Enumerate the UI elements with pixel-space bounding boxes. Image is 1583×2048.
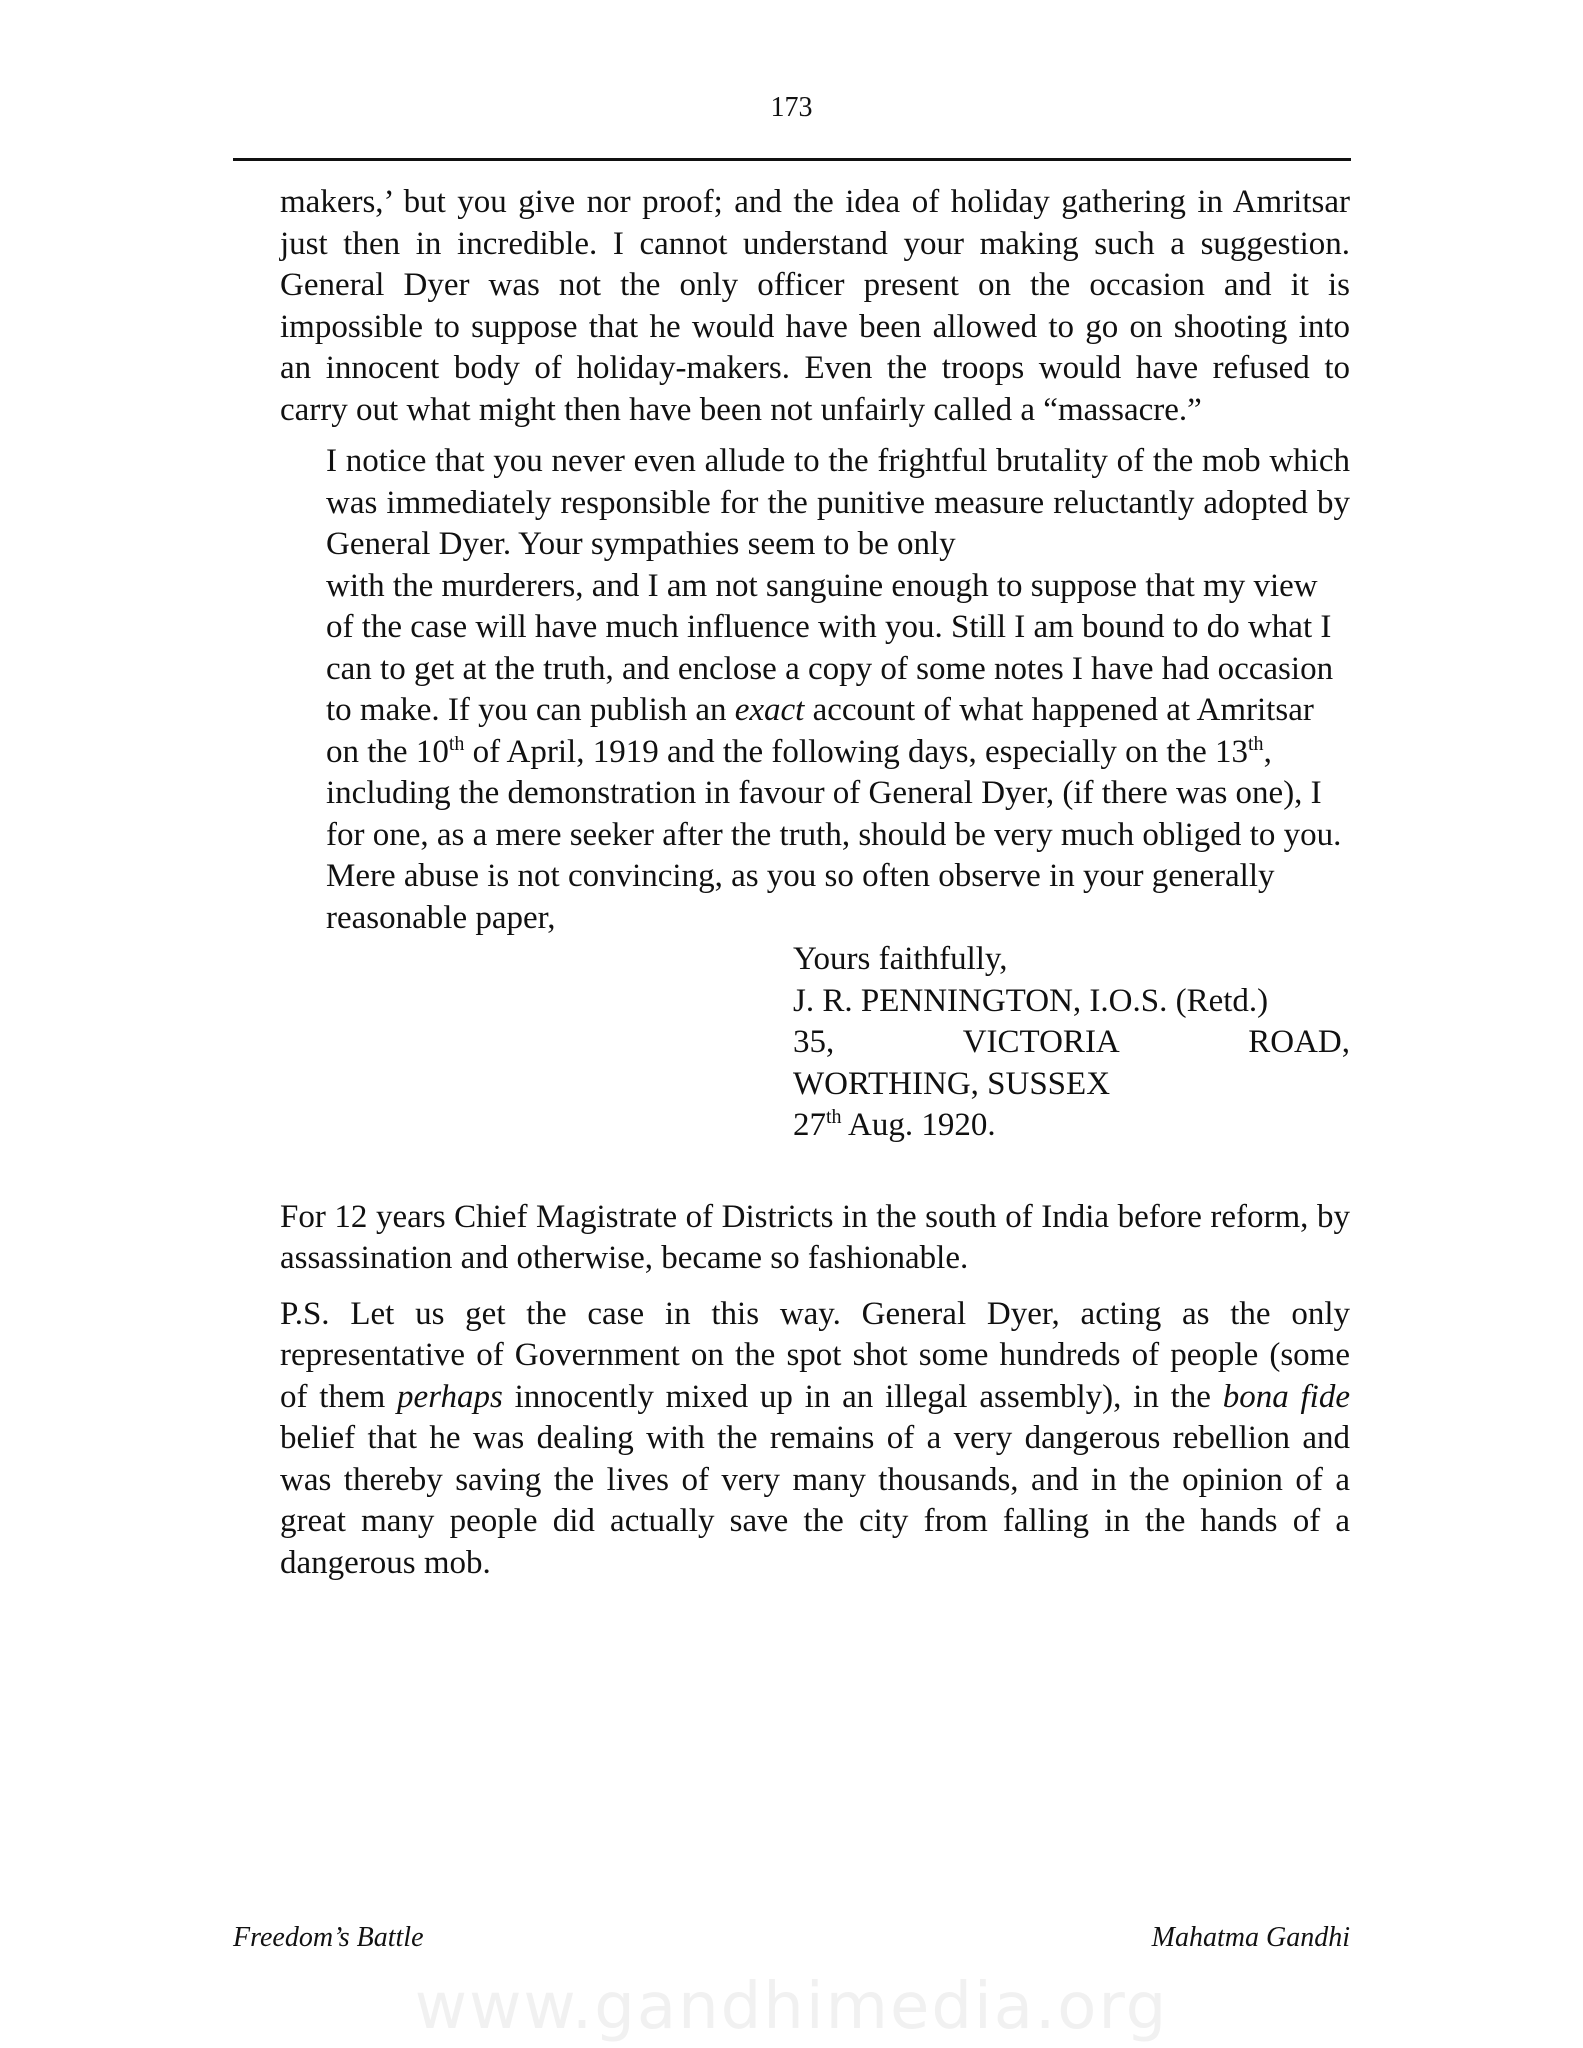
address-number: 35, bbox=[793, 1024, 835, 1060]
superscript: th bbox=[448, 732, 465, 755]
page-number: 173 bbox=[770, 92, 813, 123]
page-body bbox=[280, 182, 1350, 1584]
letter-date bbox=[793, 1105, 1350, 1147]
signature-block bbox=[793, 939, 1350, 1147]
text-run: account of what happened at Amritsar on the 10 bbox=[326, 692, 1314, 770]
footer-author: Mahatma Gandhi bbox=[1151, 1922, 1350, 1953]
header-rule bbox=[233, 158, 1351, 161]
paragraph-continued: makers,’ but you give nor proof; and the idea of holiday gathering in Amritsar just then in incredible. I cannot understand your making such a suggestion. General Dyer was not the only officer present on the occasion and it is impossible to suppose that he would have been allowed to go on shooting into an innocent body of holiday-makers. Even the troops would have refused to carry out what might then have been not unfairly called a “massacre.” bbox=[280, 184, 1350, 428]
superscript: th bbox=[1248, 732, 1264, 755]
emphasis: exact bbox=[734, 692, 805, 728]
address-line-1 bbox=[793, 1022, 1350, 1064]
superscript: th bbox=[826, 1106, 842, 1128]
closing: Yours faithfully, bbox=[793, 941, 1008, 977]
emphasis: bona fide bbox=[1222, 1378, 1351, 1415]
address-street: VICTORIA bbox=[962, 1024, 1120, 1060]
watermark: www.gandhimedia.org bbox=[414, 1970, 1169, 2044]
letter-paragraph-1: I notice that you never even allude to the frightful brutality of the mob which was immediately responsible for the punitive measure reluctantly adopted by General Dyer. Your sympathies seem to be only bbox=[326, 443, 1350, 562]
footer-book-title: Freedom’s Battle bbox=[233, 1922, 424, 1953]
footnote-paragraph: For 12 years Chief Magistrate of Districts in the south of India before reform, by assassination and otherwise, became so fashionable. bbox=[280, 1198, 1350, 1276]
text-run: innocently mixed up in an illegal assembly), in the bbox=[502, 1378, 1223, 1415]
text-run: belief that he was dealing with the remains of a very dangerous rebellion and was thereby saving the lives of very many thousands, and in the opinion of a great many people did actually save the city from falling in the hands of a dangerous mob. bbox=[280, 1420, 1350, 1581]
date-rest: Aug. 1920. bbox=[841, 1107, 996, 1143]
emphasis: perhaps bbox=[397, 1378, 503, 1415]
address-road: ROAD, bbox=[1248, 1024, 1350, 1060]
address-line-2: WORTHING, SUSSEX bbox=[793, 1065, 1111, 1102]
signatory-name: J. R. PENNINGTON, I.O.S. (Retd.) bbox=[793, 982, 1269, 1019]
text-run: with the murderers, and I am not sanguine enough to suppose that my view of the case will have much influence with you. Still I am bound to do what I can to get at the truth, and enclose a copy of some notes I have had occasion to make. If you can publish an bbox=[326, 567, 1334, 728]
text-run: , including the demonstration in favour of General Dyer, (if there was one), I for one, as a mere seeker after the truth, should be very much obliged to you. Mere abuse is not convincing, as you so often observe in your generally reasonable paper, bbox=[326, 733, 1342, 936]
text-run: P.S. Let us get the case in this way. General Dyer, acting as the only representative of Government on the spot shot some hundreds of people (some of them bbox=[280, 1295, 1350, 1415]
postscript-paragraph bbox=[280, 1294, 1350, 1585]
letter-paragraph-2 bbox=[326, 566, 1350, 940]
text-run: of April, 1919 and the following days, especially on the 13 bbox=[464, 733, 1248, 770]
date-day: 27 bbox=[793, 1107, 826, 1143]
